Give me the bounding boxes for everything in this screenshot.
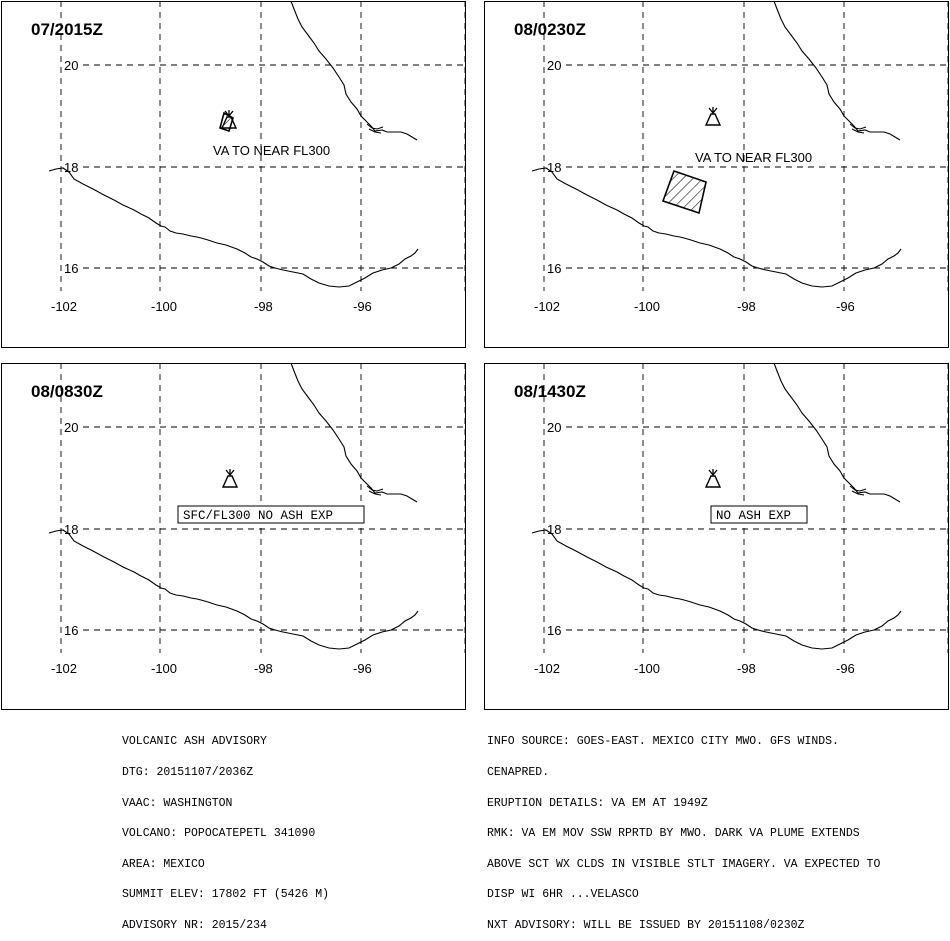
advisory-line: INFO SOURCE: GOES-EAST. MEXICO CITY MWO. GFS WINDS. [487,735,839,749]
ash-height-label: VA TO NEAR FL300 [695,150,813,165]
latitude-label: 20 [64,58,79,73]
longitude-label: -98 [737,661,756,676]
ash-height-label: VA TO NEAR FL300 [213,143,331,158]
advisory-line: VOLCANO: POPOCATEPETL 341090 [122,827,316,841]
advisory-line: ABOVE SCT WX CLDS IN VISIBLE STLT IMAGERY. VA EXPECTED TO [487,857,881,871]
panel-time-label: 08/1430Z [514,382,586,401]
longitude-label: -98 [254,661,273,676]
advisory-header-block [122,717,329,941]
map-panel-3 [1,363,466,710]
latitude-label: 18 [64,160,79,175]
longitude-label: -100 [634,299,661,314]
map-panel-4 [484,363,949,710]
map-panel-2 [484,1,949,348]
advisory-line: SUMMIT ELEV: 17802 FT (5426 M) [122,888,330,902]
advisory-line: ERUPTION DETAILS: VA EM AT 1949Z [487,796,708,810]
advisory-line: NXT ADVISORY: WILL BE ISSUED BY 20151108/0230Z [487,918,805,932]
longitude-label: -98 [737,299,756,314]
advisory-line: VOLCANIC ASH ADVISORY [122,735,267,749]
longitude-label: -100 [151,299,178,314]
longitude-label: -96 [836,299,855,314]
longitude-label: -98 [254,299,273,314]
latitude-label: 18 [547,160,562,175]
advisory-details-block [487,717,880,941]
panel-time-label: 08/0830Z [31,382,103,401]
advisory-line: AREA: MEXICO [122,857,205,871]
longitude-label: -96 [353,661,372,676]
longitude-label: -102 [534,299,561,314]
longitude-label: -96 [836,661,855,676]
panel-time-label: 08/0230Z [514,20,586,39]
advisory-line: CENAPRED. [487,766,550,779]
latitude-label: 20 [547,58,562,73]
advisory-line: VAAC: WASHINGTON [122,796,233,810]
latitude-label: 16 [547,261,562,276]
advisory-line: RMK: VA EM MOV SSW RPRTD BY MWO. DARK VA PLUME EXTENDS [487,827,860,841]
no-ash-label: NO ASH EXP [716,509,792,523]
latitude-label: 18 [64,522,79,537]
longitude-label: -102 [51,661,78,676]
latitude-label: 16 [64,261,79,276]
longitude-label: -102 [51,299,78,314]
latitude-label: 20 [64,420,79,435]
no-ash-label: SFC/FL300 NO ASH EXP [183,509,334,523]
longitude-label: -100 [634,661,661,676]
latitude-label: 18 [547,522,562,537]
latitude-label: 20 [547,420,562,435]
longitude-label: -100 [151,661,178,676]
advisory-line: ADVISORY NR: 2015/234 [122,918,267,932]
longitude-label: -102 [534,661,561,676]
latitude-label: 16 [64,623,79,638]
advisory-line: DTG: 20151107/2036Z [122,766,254,779]
panel-time-label: 07/2015Z [31,20,103,39]
latitude-label: 16 [547,623,562,638]
advisory-line: DISP WI 6HR ...VELASCO [487,888,639,902]
longitude-label: -96 [353,299,372,314]
map-panel-1 [1,1,466,348]
